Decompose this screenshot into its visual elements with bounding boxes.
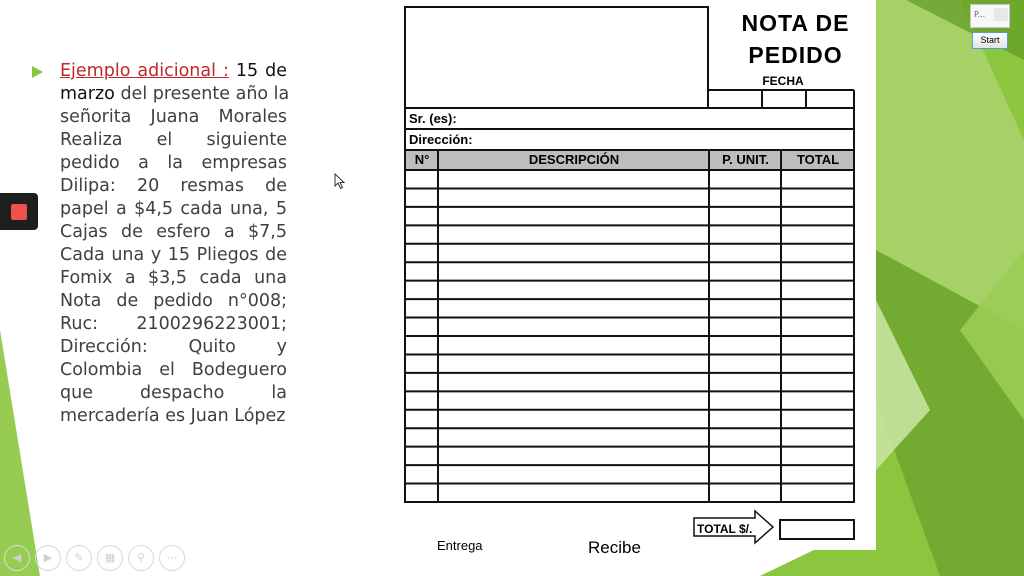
lead-heading: Ejemplo adicional : <box>60 61 229 81</box>
total-label: TOTAL $/. <box>697 522 753 536</box>
text-line: marzo del presente año la <box>60 84 290 104</box>
text-line: Dirección: Quito y <box>60 337 287 357</box>
order-form-image <box>397 0 876 557</box>
text-line: Nota de pedido n°008; <box>60 291 287 311</box>
start-button[interactable]: Start <box>972 32 1008 49</box>
pen-icon[interactable]: ✎ <box>66 545 92 571</box>
bullet-arrow-icon <box>32 66 43 78</box>
mini-player-window <box>970 4 1010 46</box>
text-line: que despacho la <box>60 383 287 403</box>
text-line: pedido a la empresas <box>60 153 287 173</box>
recibe-label: Recibe <box>588 538 641 557</box>
stop-icon <box>11 204 27 220</box>
text-line: Cajas de esfero a $7,5 <box>60 222 287 242</box>
text-line: Ejemplo adicional : 15 de <box>60 61 287 81</box>
sr-label: Sr. (es): <box>409 111 457 126</box>
zoom-icon[interactable]: ⚲ <box>128 545 154 571</box>
form-title: NOTA DE PEDIDO <box>741 10 850 68</box>
text-line: mercadería es Juan López <box>60 406 286 426</box>
text-line: señorita Juana Morales <box>60 107 287 127</box>
column-header-description: DESCRIPCIÓN <box>528 152 620 167</box>
slideshow-navigation <box>4 545 185 571</box>
play-icon[interactable]: ▶ <box>35 545 61 571</box>
stop-recording-button[interactable] <box>0 193 38 230</box>
text-line: Dilipa: 20 resmas de <box>60 176 287 196</box>
fecha-label: FECHA <box>762 74 804 88</box>
text-line: Fomix a $3,5 cada una <box>60 268 287 288</box>
entrega-label: Entrega <box>437 538 483 553</box>
column-header-number: N° <box>414 152 430 167</box>
column-header-total: TOTAL <box>796 152 840 167</box>
previous-icon[interactable]: ◀ <box>4 545 30 571</box>
slides-icon[interactable]: ▦ <box>97 545 123 571</box>
text-line: Realiza el siguiente <box>60 130 287 150</box>
text-line: papel a $4,5 cada una, 5 <box>60 199 287 219</box>
text-line: Ruc: 2100296223001; <box>60 314 287 334</box>
slide-body-text <box>60 60 290 428</box>
text-line: Cada una y 15 Pliegos de <box>60 245 287 265</box>
direccion-label: Dirección: <box>409 132 473 147</box>
text-line: Colombia el Bodeguero <box>60 360 287 380</box>
close-icon[interactable] <box>994 8 1008 21</box>
column-header-unit-price: P. UNIT. <box>722 152 769 167</box>
more-icon[interactable]: ⋯ <box>159 545 185 571</box>
mini-thumbnail[interactable]: P... <box>970 4 1010 28</box>
mouse-cursor-icon <box>334 173 346 190</box>
